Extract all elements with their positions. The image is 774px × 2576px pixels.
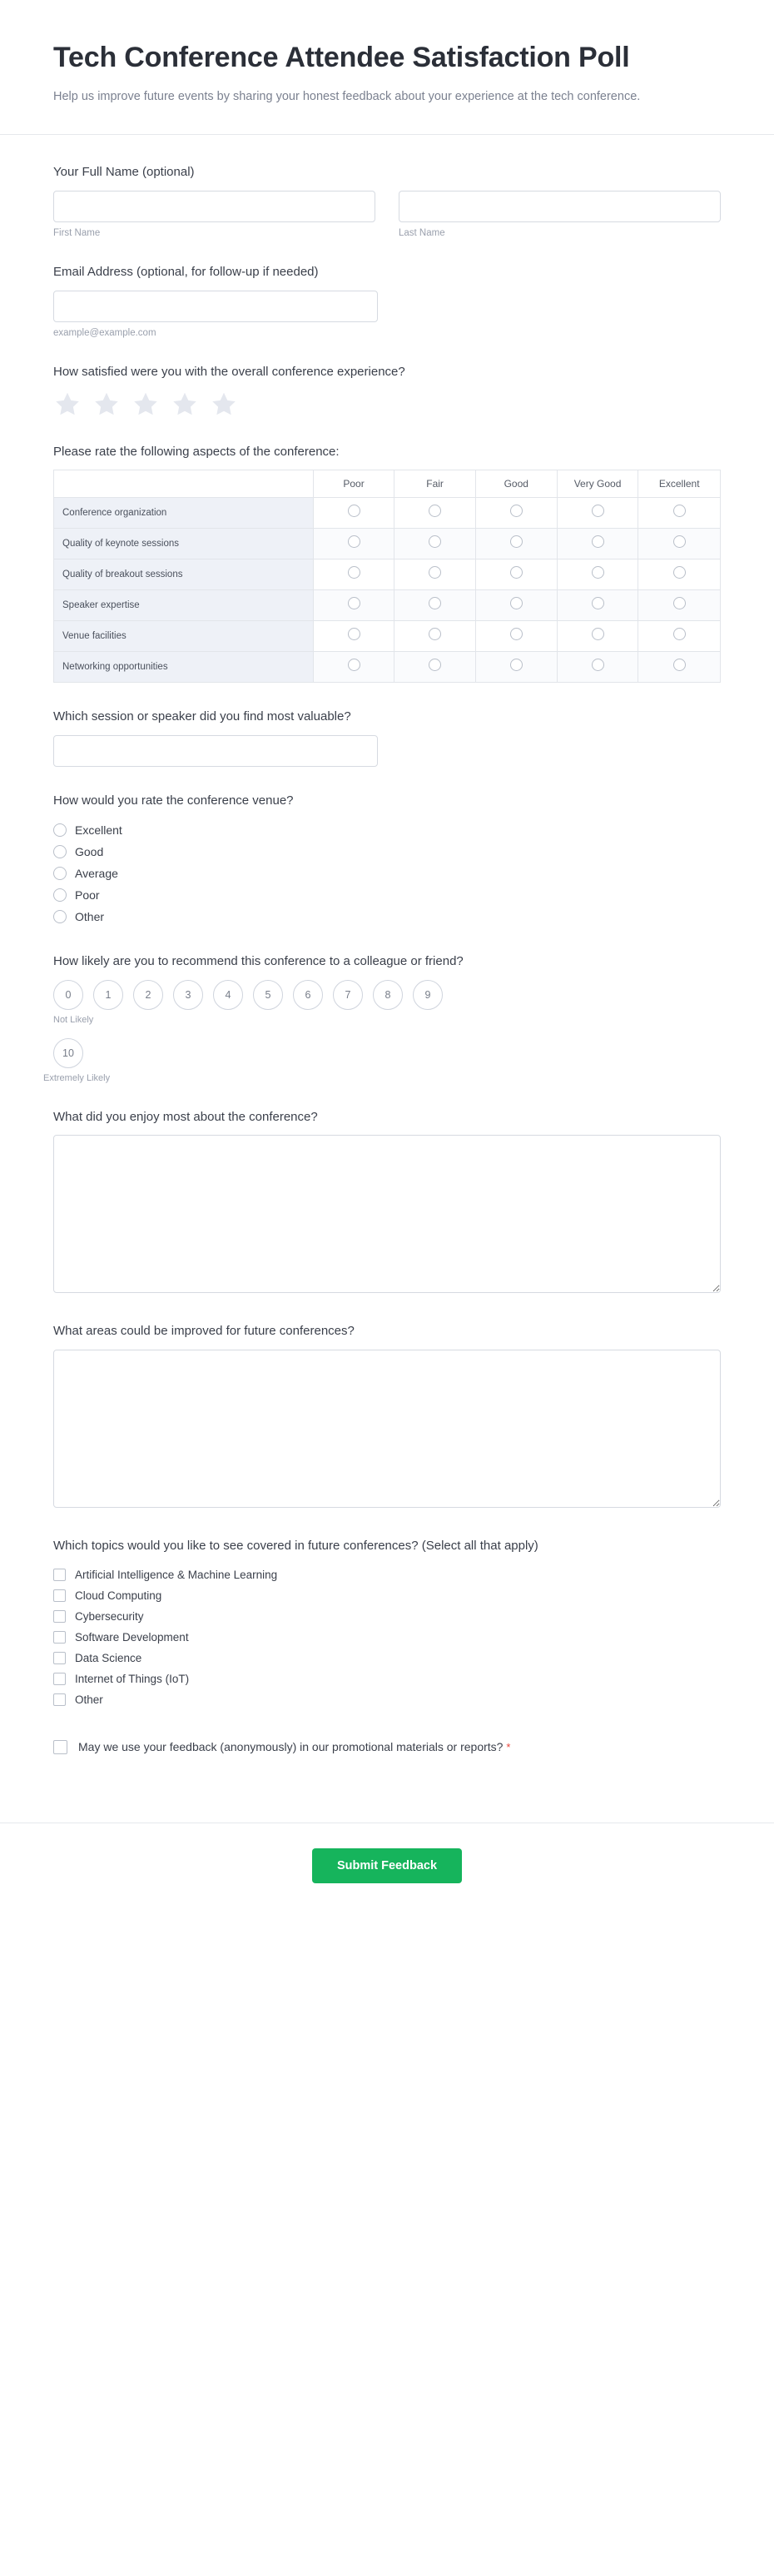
matrix-cell[interactable] — [394, 652, 476, 683]
matrix-cell[interactable] — [313, 529, 394, 559]
star-rating[interactable] — [53, 390, 721, 418]
radio-label: Good — [75, 844, 104, 858]
checkbox-label: Data Science — [75, 1651, 142, 1664]
matrix-row-label: Conference organization — [54, 498, 314, 529]
radio-label: Other — [75, 909, 105, 923]
table-row — [54, 652, 721, 683]
checkbox-option-cloud-computing[interactable] — [53, 1585, 721, 1606]
first-name-col — [53, 191, 375, 238]
checkbox-option-cybersecurity[interactable] — [53, 1606, 721, 1627]
matrix-cell[interactable] — [313, 652, 394, 683]
matrix-row-label: Venue facilities — [54, 621, 314, 652]
matrix-cell[interactable] — [475, 652, 557, 683]
radio-icon[interactable] — [592, 628, 604, 640]
matrix-cell[interactable] — [394, 621, 476, 652]
matrix-cell[interactable] — [638, 529, 721, 559]
required-marker: * — [506, 1740, 511, 1753]
matrix-col-header: Very Good — [557, 470, 638, 498]
star-icon[interactable] — [131, 390, 160, 418]
table-row — [54, 529, 721, 559]
first-name-sublabel: First Name — [53, 228, 101, 239]
nps-button-8[interactable]: 8 — [373, 980, 403, 1010]
matrix-cell[interactable] — [557, 590, 638, 621]
radio-icon[interactable] — [348, 566, 360, 579]
checkbox-option-iot[interactable] — [53, 1668, 721, 1689]
nps-label: How likely are you to recommend this conference to a colleague or friend? — [53, 953, 464, 968]
page-description: Help us improve future events by sharing your honest feedback about your experience at the tech conference. — [53, 89, 641, 103]
radio-icon[interactable] — [429, 659, 441, 671]
nps-button-5[interactable]: 5 — [253, 980, 283, 1010]
field-improve — [53, 1322, 721, 1512]
matrix-cell[interactable] — [557, 529, 638, 559]
radio-icon[interactable] — [592, 505, 604, 517]
matrix-col-header: Poor — [313, 470, 394, 498]
checkbox-icon[interactable] — [53, 1569, 66, 1581]
matrix-cell[interactable] — [313, 498, 394, 529]
table-row — [54, 559, 721, 590]
radio-icon[interactable] — [53, 867, 67, 880]
matrix-label: Please rate the following aspects of the conference: — [53, 444, 340, 459]
matrix-col-header: Excellent — [638, 470, 721, 498]
consent-row[interactable] — [53, 1738, 721, 1756]
checkbox-icon[interactable] — [53, 1652, 66, 1664]
nps-button-1[interactable]: 1 — [93, 980, 123, 1010]
checkbox-option-other[interactable] — [53, 1689, 721, 1710]
nps-scale — [43, 980, 721, 1083]
radio-icon[interactable] — [673, 505, 686, 517]
star-icon[interactable] — [53, 390, 82, 418]
matrix-cell[interactable] — [394, 498, 476, 529]
field-overall-rating — [53, 363, 721, 418]
last-name-col — [399, 191, 721, 238]
checkbox-icon[interactable] — [53, 1589, 66, 1602]
star-icon[interactable] — [171, 390, 199, 418]
matrix-cell[interactable] — [313, 621, 394, 652]
nps-button-2[interactable]: 2 — [133, 980, 163, 1010]
consent-label — [78, 1738, 510, 1756]
checkbox-label: Cybersecurity — [75, 1609, 144, 1623]
nps-button-7[interactable]: 7 — [333, 980, 363, 1010]
most-valuable-input[interactable] — [53, 735, 378, 767]
radio-icon[interactable] — [53, 888, 67, 902]
radio-icon[interactable] — [53, 823, 67, 837]
matrix-col-header: Good — [475, 470, 557, 498]
checkbox-label: Internet of Things (IoT) — [75, 1672, 190, 1685]
radio-option-other[interactable] — [53, 906, 721, 927]
email-sublabel: example@example.com — [53, 327, 156, 338]
radio-icon[interactable] — [348, 628, 360, 640]
matrix-row-label: Quality of keynote sessions — [54, 529, 314, 559]
form-header — [0, 0, 774, 135]
field-venue-rating — [53, 792, 721, 927]
field-enjoyed — [53, 1108, 721, 1298]
table-row — [54, 621, 721, 652]
topics-options — [53, 1564, 721, 1710]
topics-label: Which topics would you like to see covered in future conferences? (Select all that apply) — [53, 1539, 538, 1554]
matrix-header-row — [54, 470, 721, 498]
matrix-row-label: Networking opportunities — [54, 652, 314, 683]
last-name-input[interactable] — [399, 191, 721, 222]
nps-button-3[interactable]: 3 — [173, 980, 203, 1010]
radio-icon[interactable] — [348, 597, 360, 609]
radio-icon[interactable] — [510, 597, 523, 609]
matrix-cell[interactable] — [313, 559, 394, 590]
matrix-cell[interactable] — [638, 621, 721, 652]
checkbox-icon[interactable] — [53, 1693, 66, 1706]
radio-icon[interactable] — [429, 628, 441, 640]
nps-button-9[interactable]: 9 — [413, 980, 443, 1010]
checkbox-option-ai-ml[interactable] — [53, 1564, 721, 1585]
nps-caption-low: Not Likely — [53, 1014, 94, 1025]
radio-icon[interactable] — [673, 535, 686, 548]
overall-rating-label: How satisfied were you with the overall conference experience? — [53, 364, 405, 379]
improve-textarea[interactable] — [53, 1350, 721, 1508]
enjoyed-textarea[interactable] — [53, 1135, 721, 1293]
page-title: Tech Conference Attendee Satisfaction Poll — [53, 42, 630, 73]
matrix-cell[interactable] — [638, 559, 721, 590]
checkbox-option-software-development[interactable] — [53, 1627, 721, 1648]
radio-icon[interactable] — [592, 566, 604, 579]
nps-row-primary — [53, 980, 721, 1010]
matrix-row-label: Speaker expertise — [54, 590, 314, 621]
submit-button[interactable]: Submit Feedback — [312, 1848, 462, 1883]
field-full-name — [53, 163, 721, 238]
venue-rating-options — [53, 819, 721, 927]
radio-option-poor[interactable] — [53, 884, 721, 906]
radio-icon[interactable] — [429, 566, 441, 579]
matrix-cell[interactable] — [475, 498, 557, 529]
checkbox-label: Artificial Intelligence & Machine Learning — [75, 1568, 278, 1581]
radio-label: Excellent — [75, 823, 122, 837]
matrix-cell[interactable] — [475, 559, 557, 590]
matrix-cell[interactable] — [638, 590, 721, 621]
radio-icon[interactable] — [429, 505, 441, 517]
email-field[interactable] — [53, 291, 378, 322]
radio-label: Average — [75, 866, 118, 880]
checkbox-label: Other — [75, 1693, 103, 1706]
radio-icon[interactable] — [510, 659, 523, 671]
form-footer — [0, 1823, 774, 1922]
checkbox-icon[interactable] — [53, 1631, 66, 1644]
first-name-input[interactable] — [53, 191, 375, 222]
consent-checkbox-icon[interactable] — [53, 1740, 67, 1754]
improve-label: What areas could be improved for future conferences? — [53, 1324, 355, 1339]
field-most-valuable — [53, 708, 721, 767]
name-row — [53, 191, 721, 238]
star-icon[interactable] — [210, 390, 238, 418]
matrix-cell[interactable] — [557, 559, 638, 590]
radio-icon[interactable] — [429, 535, 441, 548]
radio-icon[interactable] — [348, 505, 360, 517]
full-name-label: Your Full Name (optional) — [53, 165, 195, 180]
nps-button-0[interactable]: 0 — [53, 980, 83, 1010]
table-row — [54, 590, 721, 621]
matrix-cell[interactable] — [394, 590, 476, 621]
checkbox-icon[interactable] — [53, 1673, 66, 1685]
matrix-cell[interactable] — [313, 590, 394, 621]
radio-icon[interactable] — [53, 910, 67, 923]
venue-rating-label: How would you rate the conference venue? — [53, 793, 294, 808]
nps-button-10[interactable]: 10 — [53, 1038, 83, 1068]
radio-icon[interactable] — [673, 566, 686, 579]
matrix-cell[interactable] — [394, 529, 476, 559]
radio-label: Poor — [75, 888, 100, 902]
radio-icon[interactable] — [673, 597, 686, 609]
radio-icon[interactable] — [348, 659, 360, 671]
radio-icon[interactable] — [429, 597, 441, 609]
matrix-cell[interactable] — [557, 621, 638, 652]
radio-option-excellent[interactable] — [53, 819, 721, 841]
radio-icon[interactable] — [592, 659, 604, 671]
last-name-sublabel: Last Name — [399, 228, 445, 239]
most-valuable-label: Which session or speaker did you find most valuable? — [53, 709, 351, 724]
radio-option-good[interactable] — [53, 841, 721, 863]
field-nps — [43, 952, 721, 1083]
matrix-col-header: Fair — [394, 470, 476, 498]
matrix-cell[interactable] — [557, 652, 638, 683]
matrix-cell[interactable] — [394, 559, 476, 590]
field-topics — [53, 1537, 721, 1710]
checkbox-icon[interactable] — [53, 1610, 66, 1623]
checkbox-label: Cloud Computing — [75, 1589, 162, 1602]
matrix-row-label: Quality of breakout sessions — [54, 559, 314, 590]
radio-icon[interactable] — [673, 659, 686, 671]
field-email — [53, 263, 721, 338]
matrix-cell[interactable] — [475, 590, 557, 621]
matrix-cell[interactable] — [475, 529, 557, 559]
form-body — [0, 135, 774, 1789]
field-matrix — [53, 443, 721, 684]
rating-matrix — [53, 470, 721, 683]
matrix-corner — [54, 470, 314, 498]
nps-button-4[interactable]: 4 — [213, 980, 243, 1010]
nps-row-secondary — [53, 1038, 721, 1068]
radio-icon[interactable] — [53, 845, 67, 858]
consent-text: May we use your feedback (anonymously) in our promotional materials or reports? — [78, 1739, 504, 1753]
checkbox-option-data-science[interactable] — [53, 1648, 721, 1668]
matrix-cell[interactable] — [475, 621, 557, 652]
table-row — [54, 498, 721, 529]
matrix-cell[interactable] — [557, 498, 638, 529]
checkbox-label: Software Development — [75, 1630, 189, 1644]
radio-icon[interactable] — [510, 535, 523, 548]
matrix-cell[interactable] — [638, 652, 721, 683]
enjoyed-label: What did you enjoy most about the conference? — [53, 1109, 318, 1124]
radio-icon[interactable] — [510, 505, 523, 517]
matrix-cell[interactable] — [638, 498, 721, 529]
radio-icon[interactable] — [592, 597, 604, 609]
star-icon[interactable] — [92, 390, 121, 418]
radio-option-average[interactable] — [53, 863, 721, 884]
email-label: Email Address (optional, for follow-up if needed) — [53, 265, 319, 280]
nps-caption-high: Extremely Likely — [43, 1072, 111, 1083]
radio-icon[interactable] — [592, 535, 604, 548]
nps-button-6[interactable]: 6 — [293, 980, 323, 1010]
radio-icon[interactable] — [348, 535, 360, 548]
radio-icon[interactable] — [510, 566, 523, 579]
radio-icon[interactable] — [673, 628, 686, 640]
radio-icon[interactable] — [510, 628, 523, 640]
